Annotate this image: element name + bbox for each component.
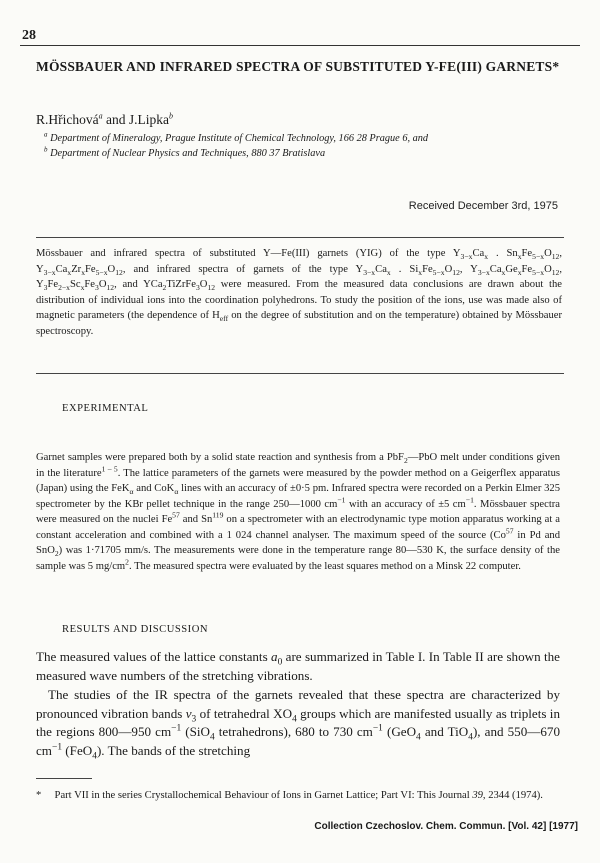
affiliation-b-mark: b xyxy=(44,145,48,154)
article-title: MÖSSBAUER AND INFRARED SPECTRA OF SUBSTITUTED Y-FE(III) GARNETS* xyxy=(36,59,560,74)
experimental-paragraph: Garnet samples were prepared both by a solid state reaction and synthesis from a PbF$_2$—PbO melt under conditions given in the literature$^{1 - 5}$. The lattice parameters of the garnets were measured by the powder method on a Geigerflex apparatus (Japan) using the FeK$_\alpha$ and CoK$_\alpha$ lines with an accuracy of ±0·5 pm. Infrared spectra were recorded on a Perkin Elmer 325 spectrometer by the KBr pellet technique in the range 250—1000 $cm^{-1}$ with an accuracy of ±5 $cm^{-1}$. Mössbauer spectra were measured on the nuclei Fe$^{57}$ and Sn$^{119}$ on a spectrometer with an electrodynamic type motion apparatus working at a constant acceleration and combined with a 1 024 channel analyser. The maximum speed of the source (Co$^{57}$ in Pd and SnO$_2$) was 1·71705 mm/s. The measurements were done in the temperature range 80—530 K, the surface density of the sample was 5 $mg/cm^2$. The measured spectra were evaluated by the least squares method on a Minsk 22 computer. xyxy=(36,452,561,572)
author-2-mark: b xyxy=(168,111,173,121)
affiliation-a-mark: a xyxy=(44,130,48,139)
author-2: J.Lipka xyxy=(128,112,169,127)
author-1-mark: a xyxy=(98,111,103,121)
results-paragraph-1: The measured values of the lattice constants $a_0$ are summarized in Table I. In Table II are shown the measured wave numbers of the stretching vibrations. xyxy=(36,649,560,683)
abstract-rule-top xyxy=(36,237,564,238)
results-paragraph-2: The studies of the IR spectra of the garnets revealed that these spectra are characterized by pronounced vibration bands $\nu_3$ of tetrahedral $XO_4$ groups which are manifested usually as triplets in the regions 800—950 $cm^{-1}$ (SiO$_4$ tetrahedrons), 680 to 730 $cm^{-1}$ (GeO$_4$ and TiO$_4$), and 550—670 $cm^{-1}$ (FeO$_4$). The bands of the stretching xyxy=(36,687,560,762)
section-heading-results: RESULTS AND DISCUSSION xyxy=(62,624,209,635)
journal-footer: Collection Czechoslov. Chem. Commun. [Vol. 42] [1977] xyxy=(314,821,578,832)
affiliation-a-text: Department of Mineralogy, Prague Institute of Chemical Technology, 166 28 Prague 6, and xyxy=(50,133,429,144)
page-number: 28 xyxy=(22,28,36,43)
footnote: * Part VII in the series Crystallochemical Behaviour of Ions in Garnet Lattice; Part VI: This Journal 39, 2344 (1974). xyxy=(36,790,543,801)
received-date: Received December 3rd, 1975 xyxy=(408,200,558,212)
header-rule xyxy=(20,45,580,46)
affiliation-a xyxy=(44,132,584,146)
affiliation-b-text: Department of Nuclear Physics and Techniques, 880 37 Bratislava xyxy=(50,148,326,159)
author-connector: and xyxy=(105,112,126,127)
affiliation-b xyxy=(44,147,584,161)
section-heading-experimental: EXPERIMENTAL xyxy=(62,403,149,414)
abstract-rule-bottom xyxy=(36,373,564,374)
author-line xyxy=(36,112,173,128)
footnote-rule xyxy=(36,778,92,779)
footnote-mark: * xyxy=(36,790,42,801)
author-1: R.Hřichová xyxy=(36,112,99,127)
abstract: Mössbauer and infrared spectra of substituted Y—Fe(III) garnets (YIG) of the type $Y_{3-x}Ca_x$ . $Sn_xFe_{5-x}O_{12}$, $Y_{3-x}Ca_xZr_xFe_{5-x}O_{12}$, and infrared spectra of garnets of the type $Y_{3-x}Ca_x$ . $Si_xFe_{5-x}O_{12}$, $Y_{3-x}Ca_xGe_xFe_{5-x}O_{12}$, $Y_3Fe_{2-x}Sc_xFe_3O_{12}$, and $YCa_2TiZrFe_3O_{12}$ were measured. From the measured data conclusions are drawn about the distribution of individual ions into the coordination polyhedrons. To study the position of the ions, use was made also of magnetic parameters (the dependence of $H_{eff}$ on the degree of substitution and on the temperature) obtained by Mössbauer spectroscopy. xyxy=(36,248,562,337)
